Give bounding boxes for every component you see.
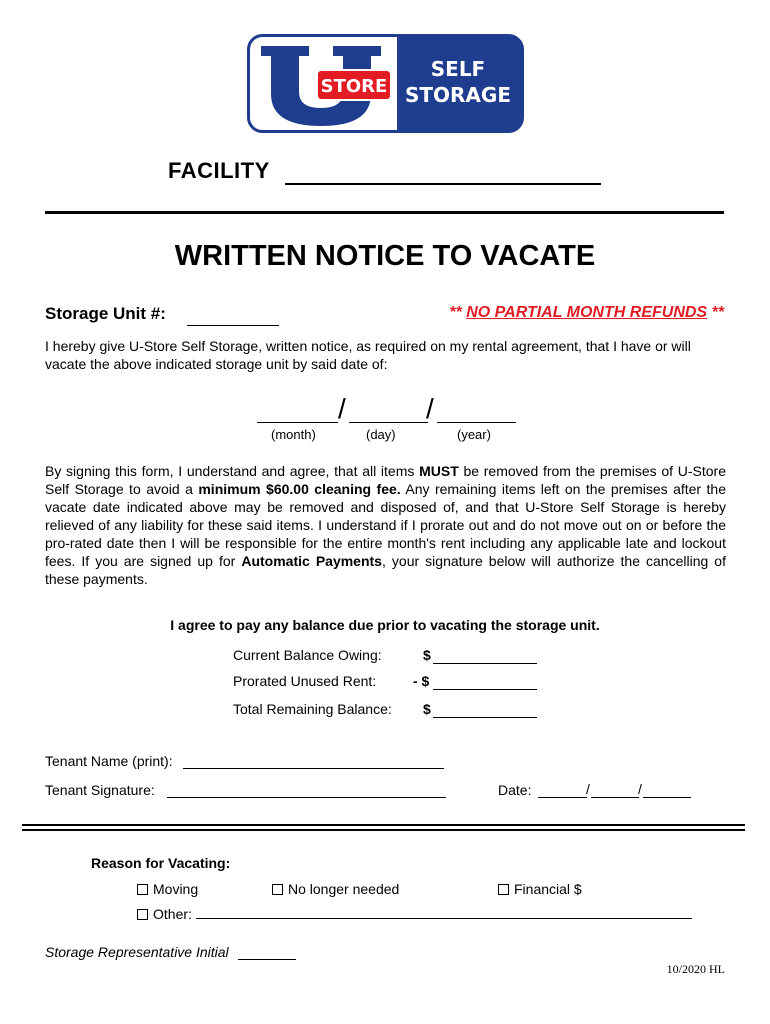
storage-unit-label: Storage Unit #: bbox=[45, 304, 166, 323]
prorated-rent-prefix: - $ bbox=[413, 673, 430, 689]
vacate-year-line[interactable] bbox=[437, 422, 516, 423]
rep-initial-line[interactable] bbox=[238, 959, 296, 960]
logo-badge-text: STORE bbox=[320, 76, 388, 97]
rep-initial-label: Storage Representative Initial bbox=[45, 944, 229, 960]
balance-agreement: I agree to pay any balance due prior to vacating the storage unit. bbox=[170, 617, 600, 633]
vacate-month-line[interactable] bbox=[257, 422, 338, 423]
page-title: WRITTEN NOTICE TO VACATE bbox=[174, 240, 596, 272]
tenant-signature-label: Tenant Signature: bbox=[45, 782, 155, 798]
sign-year-line[interactable] bbox=[643, 797, 691, 798]
reason-other-line[interactable] bbox=[196, 918, 692, 919]
month-caption: (month) bbox=[271, 427, 316, 442]
revision-code: 10/2020 HL bbox=[666, 962, 725, 976]
total-balance-line[interactable] bbox=[433, 717, 537, 718]
prorated-rent-label: Prorated Unused Rent: bbox=[233, 673, 377, 689]
prorated-rent-line[interactable] bbox=[433, 689, 537, 690]
logo-line2: STORAGE bbox=[404, 83, 512, 107]
no-refunds-notice: ** NO PARTIAL MONTH REFUNDS ** bbox=[449, 304, 724, 321]
tenant-name-label: Tenant Name (print): bbox=[45, 753, 173, 769]
intro-paragraph: I hereby give U-Store Self Storage, written notice, as required on my rental agreement, that I have or will vacate the above indicated storage unit by said date of: bbox=[45, 338, 691, 372]
date-slash-1: / bbox=[338, 393, 346, 424]
reason-financial[interactable]: Financial $ bbox=[498, 881, 582, 897]
reason-title: Reason for Vacating: bbox=[91, 855, 231, 871]
reason-moving[interactable]: Moving bbox=[137, 881, 198, 897]
section-divider-top bbox=[22, 824, 745, 826]
checkbox-icon[interactable] bbox=[498, 884, 509, 895]
vacate-day-line[interactable] bbox=[349, 422, 428, 423]
current-balance-line[interactable] bbox=[433, 663, 537, 664]
reason-no-longer-needed[interactable]: No longer needed bbox=[272, 881, 399, 897]
current-balance-label: Current Balance Owing: bbox=[233, 647, 382, 663]
header-divider bbox=[45, 211, 724, 214]
checkbox-icon[interactable] bbox=[137, 909, 148, 920]
checkbox-icon[interactable] bbox=[272, 884, 283, 895]
total-balance-label: Total Remaining Balance: bbox=[233, 701, 392, 717]
tenant-signature-line[interactable] bbox=[167, 797, 446, 798]
facility-input-line[interactable] bbox=[285, 183, 601, 185]
sign-day-line[interactable] bbox=[591, 797, 639, 798]
company-logo bbox=[247, 34, 524, 133]
reason-other[interactable]: Other: bbox=[137, 906, 192, 922]
logo-line1: SELF bbox=[430, 57, 486, 81]
current-balance-prefix: $ bbox=[423, 647, 431, 663]
storage-unit-input-line[interactable] bbox=[187, 325, 279, 326]
day-caption: (day) bbox=[366, 427, 396, 442]
checkbox-icon[interactable] bbox=[137, 884, 148, 895]
terms-paragraph: By signing this form, I understand and agree, that all items MUST be removed from the premises of U-Store Self Storage to avoid a minimum $60.00 cleaning fee. Any remaining items left on the premises after the vacate date indicated above may be removed and disposed of, and that U-Store Self Storage is hereby relieved of any liability for these said items. I understand if I prorate out and do not move out on or before the pro-rated date then I will be responsible for the entire month's rent including any applicable late and lockout fees. If you are signed up for Automatic Payments, your signature below will authorize the cancelling of these payments. bbox=[45, 463, 727, 587]
section-divider-bottom bbox=[22, 829, 745, 831]
sign-date-slash-1: / bbox=[586, 781, 590, 797]
sign-date-slash-2: / bbox=[638, 781, 642, 797]
date-slash-2: / bbox=[426, 393, 434, 424]
tenant-name-line[interactable] bbox=[183, 768, 444, 769]
sign-month-line[interactable] bbox=[538, 797, 587, 798]
facility-label: FACILITY bbox=[168, 158, 270, 183]
date-label: Date: bbox=[498, 782, 532, 798]
year-caption: (year) bbox=[457, 427, 491, 442]
total-balance-prefix: $ bbox=[423, 701, 431, 717]
